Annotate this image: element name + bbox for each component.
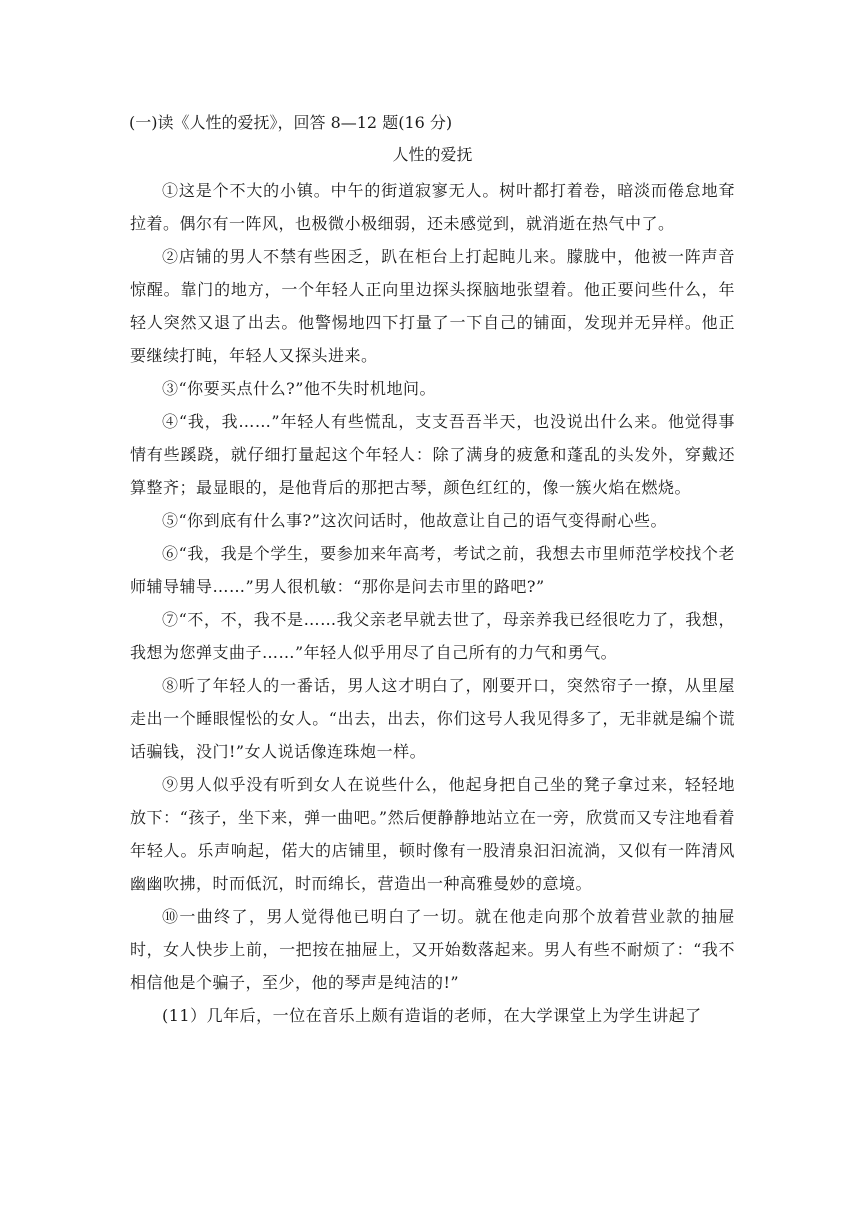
document-page bbox=[130, 110, 735, 1032]
paragraph-9: ⑨男人似乎没有听到女人在说些什么，他起身把自己坐的凳子拿过来，轻轻地放下：“孩子，坐下来，弹一曲吧。”然后便静静地站立在一旁，欣赏而又专注地看着年轻人。乐声响起，偌大的店铺里，顿时像有一股清泉汩汩流淌，又似有一阵清风幽幽吹拂，时而低沉，时而绵长，营造出一种高雅曼妙的意境。 bbox=[130, 775, 735, 893]
paragraph-7: ⑦“不，不，我不是……我父亲老早就去世了，母亲养我已经很吃力了，我想，我想为您弹支曲子……”年轻人似乎用尽了自己所有的力气和勇气。 bbox=[130, 610, 735, 662]
paragraph-3: ③“你要买点什么?”他不失时机地问。 bbox=[162, 379, 436, 398]
paragraph-4: ④“我，我……”年轻人有些慌乱，支支吾吾半天，也没说出什么来。他觉得事情有些蹊跷，就仔细打量起这个年轻人：除了满身的疲惫和蓬乱的头发外，穿戴还算整齐；最显眼的，是他背后的那把古琴，颜色红红的，像一簇火焰在燃烧。 bbox=[130, 412, 735, 497]
paragraph-11: (11）几年后，一位在音乐上颇有造诣的老师，在大学课堂上为学生讲起了 bbox=[162, 1006, 702, 1025]
paragraph-1: ①这是个不大的小镇。中午的街道寂寥无人。树叶都打着卷，暗淡而倦怠地耷拉着。偶尔有一阵风，也极微小极细弱，还未感觉到，就消逝在热气中了。 bbox=[130, 181, 735, 233]
section-heading: (一)读《人性的爱抚》，回答 8—12 题(16 分) bbox=[129, 113, 453, 132]
paragraph-6: ⑥“我，我是个学生，要参加来年高考，考试之前，我想去市里师范学校找个老师辅导辅导……”男人很机敏：“那你是问去市里的路吧?” bbox=[130, 544, 735, 596]
paragraph-5: ⑤“你到底有什么事?”这次问话时，他故意让自己的语气变得耐心些。 bbox=[162, 511, 667, 530]
paragraph-2: ②店铺的男人不禁有些困乏，趴在柜台上打起盹儿来。朦胧中，他被一阵声音惊醒。靠门的地方，一个年轻人正向里边探头探脑地张望着。他正要问些什么，年轻人突然又退了出去。他警惕地四下打量了一下自己的铺面，发现并无异样。他正要继续打盹，年轻人又探头进来。 bbox=[130, 247, 735, 365]
paragraph-8: ⑧听了年轻人的一番话，男人这才明白了，刚要开口，突然帘子一撩，从里屋走出一个睡眼惺忪的女人。“出去，出去，你们这号人我见得多了，无非就是编个谎话骗钱，没门!”女人说话像连珠炮一样。 bbox=[130, 676, 735, 761]
article-title: 人性的爱抚 bbox=[392, 145, 473, 164]
paragraph-10: ⑩一曲终了，男人觉得他已明白了一切。就在他走向那个放着营业款的抽屉时，女人快步上前，一把按在抽屉上，又开始数落起来。男人有些不耐烦了：“我不相信他是个骗子，至少，他的琴声是纯洁的!” bbox=[130, 907, 735, 992]
